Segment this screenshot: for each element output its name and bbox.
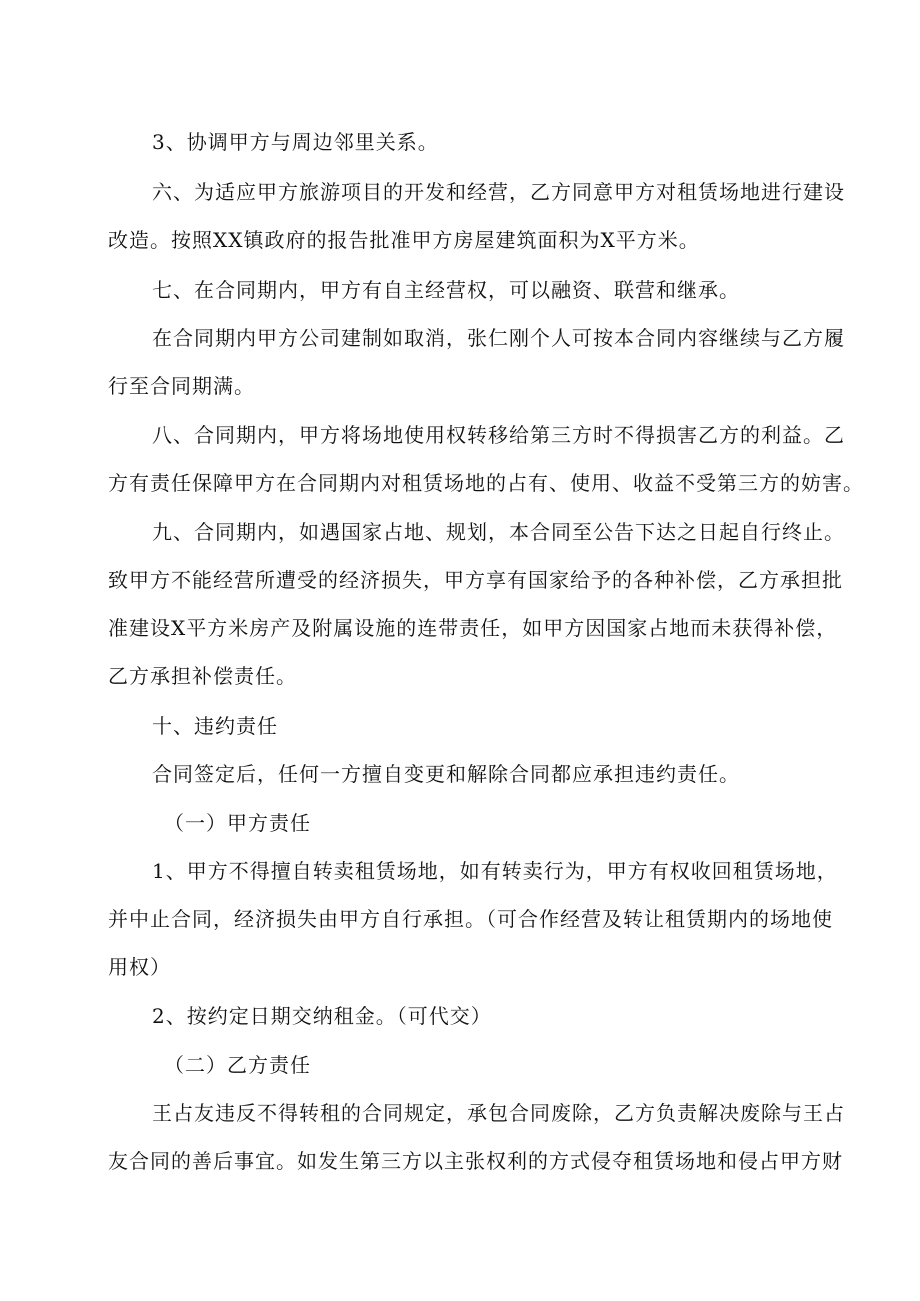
text-line: 九、合同期内，如遇国家占地、规划，本合同至公告下达之日起自行终止。 [152, 520, 845, 544]
text-line: 准建设X平方米房产及附属设施的连带责任，如甲方因国家占地而未获得补偿， [108, 616, 838, 640]
text-line: 八、合同期内，甲方将场地使用权转移给第三方时不得损害乙方的利益。乙 [152, 423, 845, 447]
text-line: 在合同期内甲方公司建制如取消，张仁刚个人可按本合同内容继续与乙方履 [152, 326, 845, 350]
paragraph-party-b-details [108, 1089, 845, 1185]
heading-clause-10 [108, 702, 820, 750]
text-line: 方有责任保障甲方在合同期内对租赁场地的占有、使用、收益不受第三方的妨害。 [108, 471, 864, 495]
text-line: （二）乙方责任 [164, 1053, 311, 1077]
paragraph-coordinate-neighbors [108, 118, 820, 166]
text-line: 2、按约定日期交纳租金。（可代交） [152, 1004, 492, 1028]
paragraph-party-a-item-2 [108, 992, 820, 1040]
text-line: 并中止合同，经济损失由甲方自行承担。（可合作经营及转让租赁期内的场地使 [108, 907, 833, 931]
paragraph-clause-8 [108, 411, 864, 507]
paragraph-party-a-item-1 [108, 847, 838, 991]
paragraph-clause-9 [108, 508, 845, 700]
text-line: 合同签定后，任何一方擅自变更和解除合同都应承担违约责任。 [152, 762, 740, 786]
text-line: 十、违约责任 [152, 714, 278, 738]
text-line: 乙方承担补偿责任。 [108, 664, 297, 688]
heading-party-b-liability [108, 1041, 820, 1089]
text-line: 王占友违反不得转租的合同规定，承包合同废除，乙方负责解决废除与王占 [152, 1101, 845, 1125]
text-line: 行至合同期满。 [108, 374, 255, 398]
text-line: 六、为适应甲方旅游项目的开发和经营，乙方同意甲方对租赁场地进行建设 [152, 180, 845, 204]
text-line: 用权） [108, 955, 171, 979]
text-line: 致甲方不能经营所遭受的经济损失，甲方享有国家给予的各种补偿，乙方承担批 [108, 568, 843, 592]
text-line: 七、在合同期内，甲方有自主经营权，可以融资、联营和继承。 [152, 278, 740, 302]
text-line: 友合同的善后事宜。如发生第三方以主张权利的方式侵夺租赁场地和侵占甲方财 [108, 1149, 843, 1173]
paragraph-company-cancellation [108, 314, 845, 410]
text-line: （一）甲方责任 [164, 811, 311, 835]
heading-party-a-liability [108, 799, 820, 847]
text-line: 改造。按照XX镇政府的报告批准甲方房屋建筑面积为X平方米。 [108, 228, 700, 252]
text-line: 3、协调甲方与周边邻里关系。 [152, 130, 439, 154]
text-line: 1、甲方不得擅自转卖租赁场地，如有转卖行为，甲方有权收回租赁场地， [152, 859, 838, 883]
paragraph-breach-liability [108, 750, 820, 798]
paragraph-clause-6 [108, 168, 845, 264]
paragraph-clause-7 [108, 266, 820, 314]
